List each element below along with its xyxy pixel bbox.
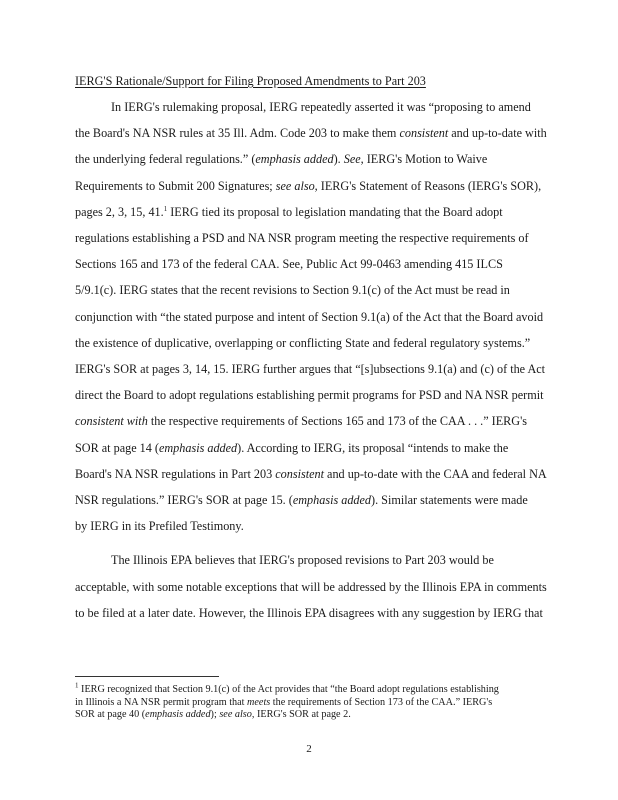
text-line: Requirements to Submit 200 Signatures; see also, IERG's Statement of Reasons (IERG's SOR), (75, 178, 542, 193)
footnote-reference: 1 (163, 204, 168, 213)
text-line: pages 2, 3, 15, 41.$^1$ IERG tied its proposal to legislation mandating that the Board adopt (75, 204, 503, 219)
section-heading: IERG'S Rationale/Support for Filing Proposed Amendments to Part 203 (75, 74, 426, 88)
text-line: the Board's NA NSR rules at 35 Ill. Adm. Code 203 to make them consistent and up-to-date with (75, 126, 547, 141)
text-line: The Illinois EPA believes that IERG's proposed revisions to Part 203 would be (111, 553, 494, 568)
footnote-line: $^1$ IERG recognized that Section 9.1(c) of the Act provides that “the Board adopt regulations establishing (75, 681, 499, 695)
text-line: regulations establishing a PSD and NA NSR program meeting the respective requirements of (75, 231, 529, 246)
text-line: conjunction with “the stated purpose and intent of Section 9.1(a) of the Act that the Board avoid (75, 309, 544, 324)
text-line: In IERG's rulemaking proposal, IERG repeatedly asserted it was “proposing to amend (111, 100, 531, 114)
text-line: Sections 165 and 173 of the federal CAA. See, Public Act 99-0463 amending 415 ILCS (75, 257, 503, 272)
text-line: the existence of duplicative, overlapping or conflicting State and federal regulatory systems.” (75, 335, 531, 350)
footnote-marker: 1 (75, 681, 79, 690)
text-line: 5/9.1(c). IERG states that the recent revisions to Section 9.1(c) of the Act must be read in (75, 283, 510, 298)
text-line: Board's NA NSR regulations in Part 203 consistent and up-to-date with the CAA and federal NA (75, 466, 547, 481)
paragraph-1 (75, 94, 547, 539)
text-line: NSR regulations.” IERG's SOR at page 15. (emphasis added). Similar statements were made (75, 493, 528, 508)
footnote (75, 681, 545, 722)
body-text (75, 94, 547, 626)
text-line: consistent with the respective requirements of Sections 165 and 173 of the CAA . . .” IERG's (75, 414, 528, 429)
footnote-line: in Illinois a NA NSR permit program that meets the requirements of Section 173 of the CAA.” IERG's (75, 696, 493, 708)
footnote-line: SOR at page 40 (emphasis added); see also, IERG's SOR at page 2. (75, 709, 351, 721)
page-number: 2 (306, 743, 312, 755)
text-line: to be filed at a later date. However, the Illinois EPA disagrees with any suggestion by IERG that (75, 605, 543, 620)
text-line: SOR at page 14 (emphasis added). According to IERG, its proposal “intends to make the (75, 440, 509, 455)
footnote-separator (75, 676, 219, 677)
text-line: acceptable, with some notable exceptions that will be addressed by the Illinois EPA in comments (75, 579, 547, 594)
text-line: by IERG in its Prefiled Testimony. (75, 519, 244, 534)
text-line: IERG's SOR at pages 3, 14, 15. IERG further argues that “[s]ubsections 9.1(a) and (c) of the Act (75, 362, 546, 377)
paragraph-2 (75, 547, 547, 626)
text-line: direct the Board to adopt regulations establishing permit programs for PSD and NA NSR permit (75, 388, 544, 403)
text-line: the underlying federal regulations.” (emphasis added). See, IERG's Motion to Waive (75, 152, 488, 167)
